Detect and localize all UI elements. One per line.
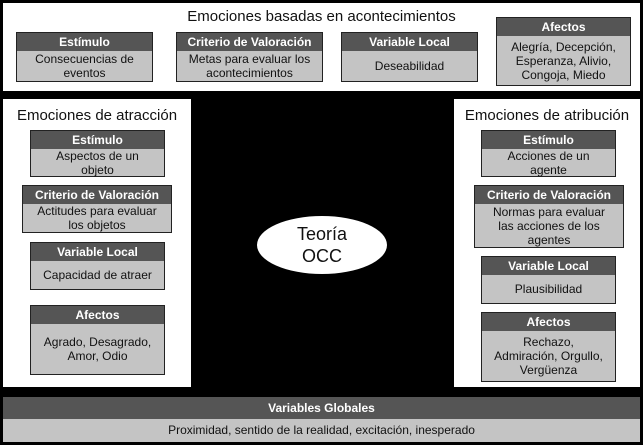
- card-line: eventos: [63, 66, 106, 80]
- event-stimulus-card: [16, 32, 153, 82]
- card-line: Normas para evaluar: [492, 204, 606, 219]
- attribution-emotions-title: Emociones de atribución: [464, 107, 630, 124]
- card-line: Deseabilidad: [374, 59, 445, 73]
- attribution-affects-card: [481, 312, 616, 382]
- card-body: [17, 51, 152, 81]
- card-line: Agrado, Desagrado,: [43, 335, 152, 349]
- card-header: Afectos: [31, 306, 164, 324]
- card-line: Esperanza, Alivio,: [515, 53, 612, 68]
- event-affects-card: [496, 17, 631, 86]
- attraction-affects-card: [30, 305, 165, 375]
- event-criterion-card: [176, 32, 323, 82]
- card-line: Acciones de un: [507, 148, 590, 163]
- card-line: Alegría, Decepción,: [511, 39, 616, 54]
- attraction-criterion-card: [22, 185, 172, 233]
- card-body: [475, 204, 623, 247]
- card-body: [482, 149, 615, 176]
- card-body: [31, 261, 164, 289]
- card-header: Variable Local: [31, 243, 164, 261]
- card-header: Criterio de Valoración: [23, 186, 171, 204]
- card-body: [342, 51, 477, 81]
- card-header: Estímulo: [31, 131, 164, 149]
- attribution-criterion-card: [474, 185, 624, 248]
- card-line: Consecuencias de: [35, 52, 134, 66]
- attribution-local-variable-card: [481, 256, 616, 304]
- card-header: Afectos: [482, 313, 615, 331]
- attraction-stimulus-card: [30, 130, 165, 177]
- card-line: Plausibilidad: [514, 282, 583, 296]
- card-line: Actitudes para evaluar: [37, 204, 157, 218]
- card-header: Estímulo: [482, 131, 615, 149]
- card-line: objeto: [81, 162, 114, 177]
- attraction-emotions-title: Emociones de atracción: [16, 107, 178, 124]
- card-line: Capacidad de atraer: [43, 268, 152, 282]
- card-line: los objetos: [68, 218, 126, 232]
- card-line: Metas para evaluar los: [188, 52, 311, 66]
- attraction-emotions-panel: [2, 98, 192, 388]
- card-line: Vergüenza: [519, 363, 578, 377]
- card-header: Estímulo: [17, 33, 152, 51]
- card-body: [177, 51, 322, 81]
- card-line: agentes: [527, 232, 571, 247]
- card-body: [31, 149, 164, 176]
- event-emotions-panel: [2, 2, 641, 92]
- occ-theory-ellipse: [256, 215, 388, 275]
- card-body: [482, 331, 615, 381]
- global-variables-header: Variables Globales: [3, 397, 640, 419]
- card-line: Rechazo,: [523, 335, 574, 349]
- card-line: acontecimientos: [206, 66, 293, 80]
- center-line: OCC: [302, 246, 342, 266]
- card-line: las acciones de los: [498, 218, 600, 233]
- card-header: Variable Local: [342, 33, 477, 51]
- card-body: [482, 275, 615, 303]
- card-line: Aspectos de un: [56, 148, 139, 163]
- card-header: Criterio de Valoración: [475, 186, 623, 204]
- attribution-stimulus-card: [481, 130, 616, 177]
- event-local-variable-card: [341, 32, 478, 82]
- global-variables-bar: [2, 396, 641, 442]
- card-body: [31, 324, 164, 374]
- card-header: Criterio de Valoración: [177, 33, 322, 51]
- event-emotions-title: Emociones basadas en acontecimientos: [187, 8, 456, 25]
- card-body: [23, 204, 171, 232]
- card-body: [497, 36, 630, 85]
- card-line: Congoja, Miedo: [521, 67, 606, 82]
- card-line: Admiración, Orgullo,: [494, 349, 603, 363]
- card-line: agente: [530, 162, 567, 177]
- global-variables-body: Proximidad, sentido de la realidad, excitación, inesperado: [3, 419, 640, 442]
- card-header: Afectos: [497, 18, 630, 36]
- card-line: Amor, Odio: [67, 349, 128, 363]
- center-line: Teoría: [296, 224, 348, 244]
- attribution-emotions-panel: [453, 98, 641, 388]
- card-header: Variable Local: [482, 257, 615, 275]
- attraction-local-variable-card: [30, 242, 165, 290]
